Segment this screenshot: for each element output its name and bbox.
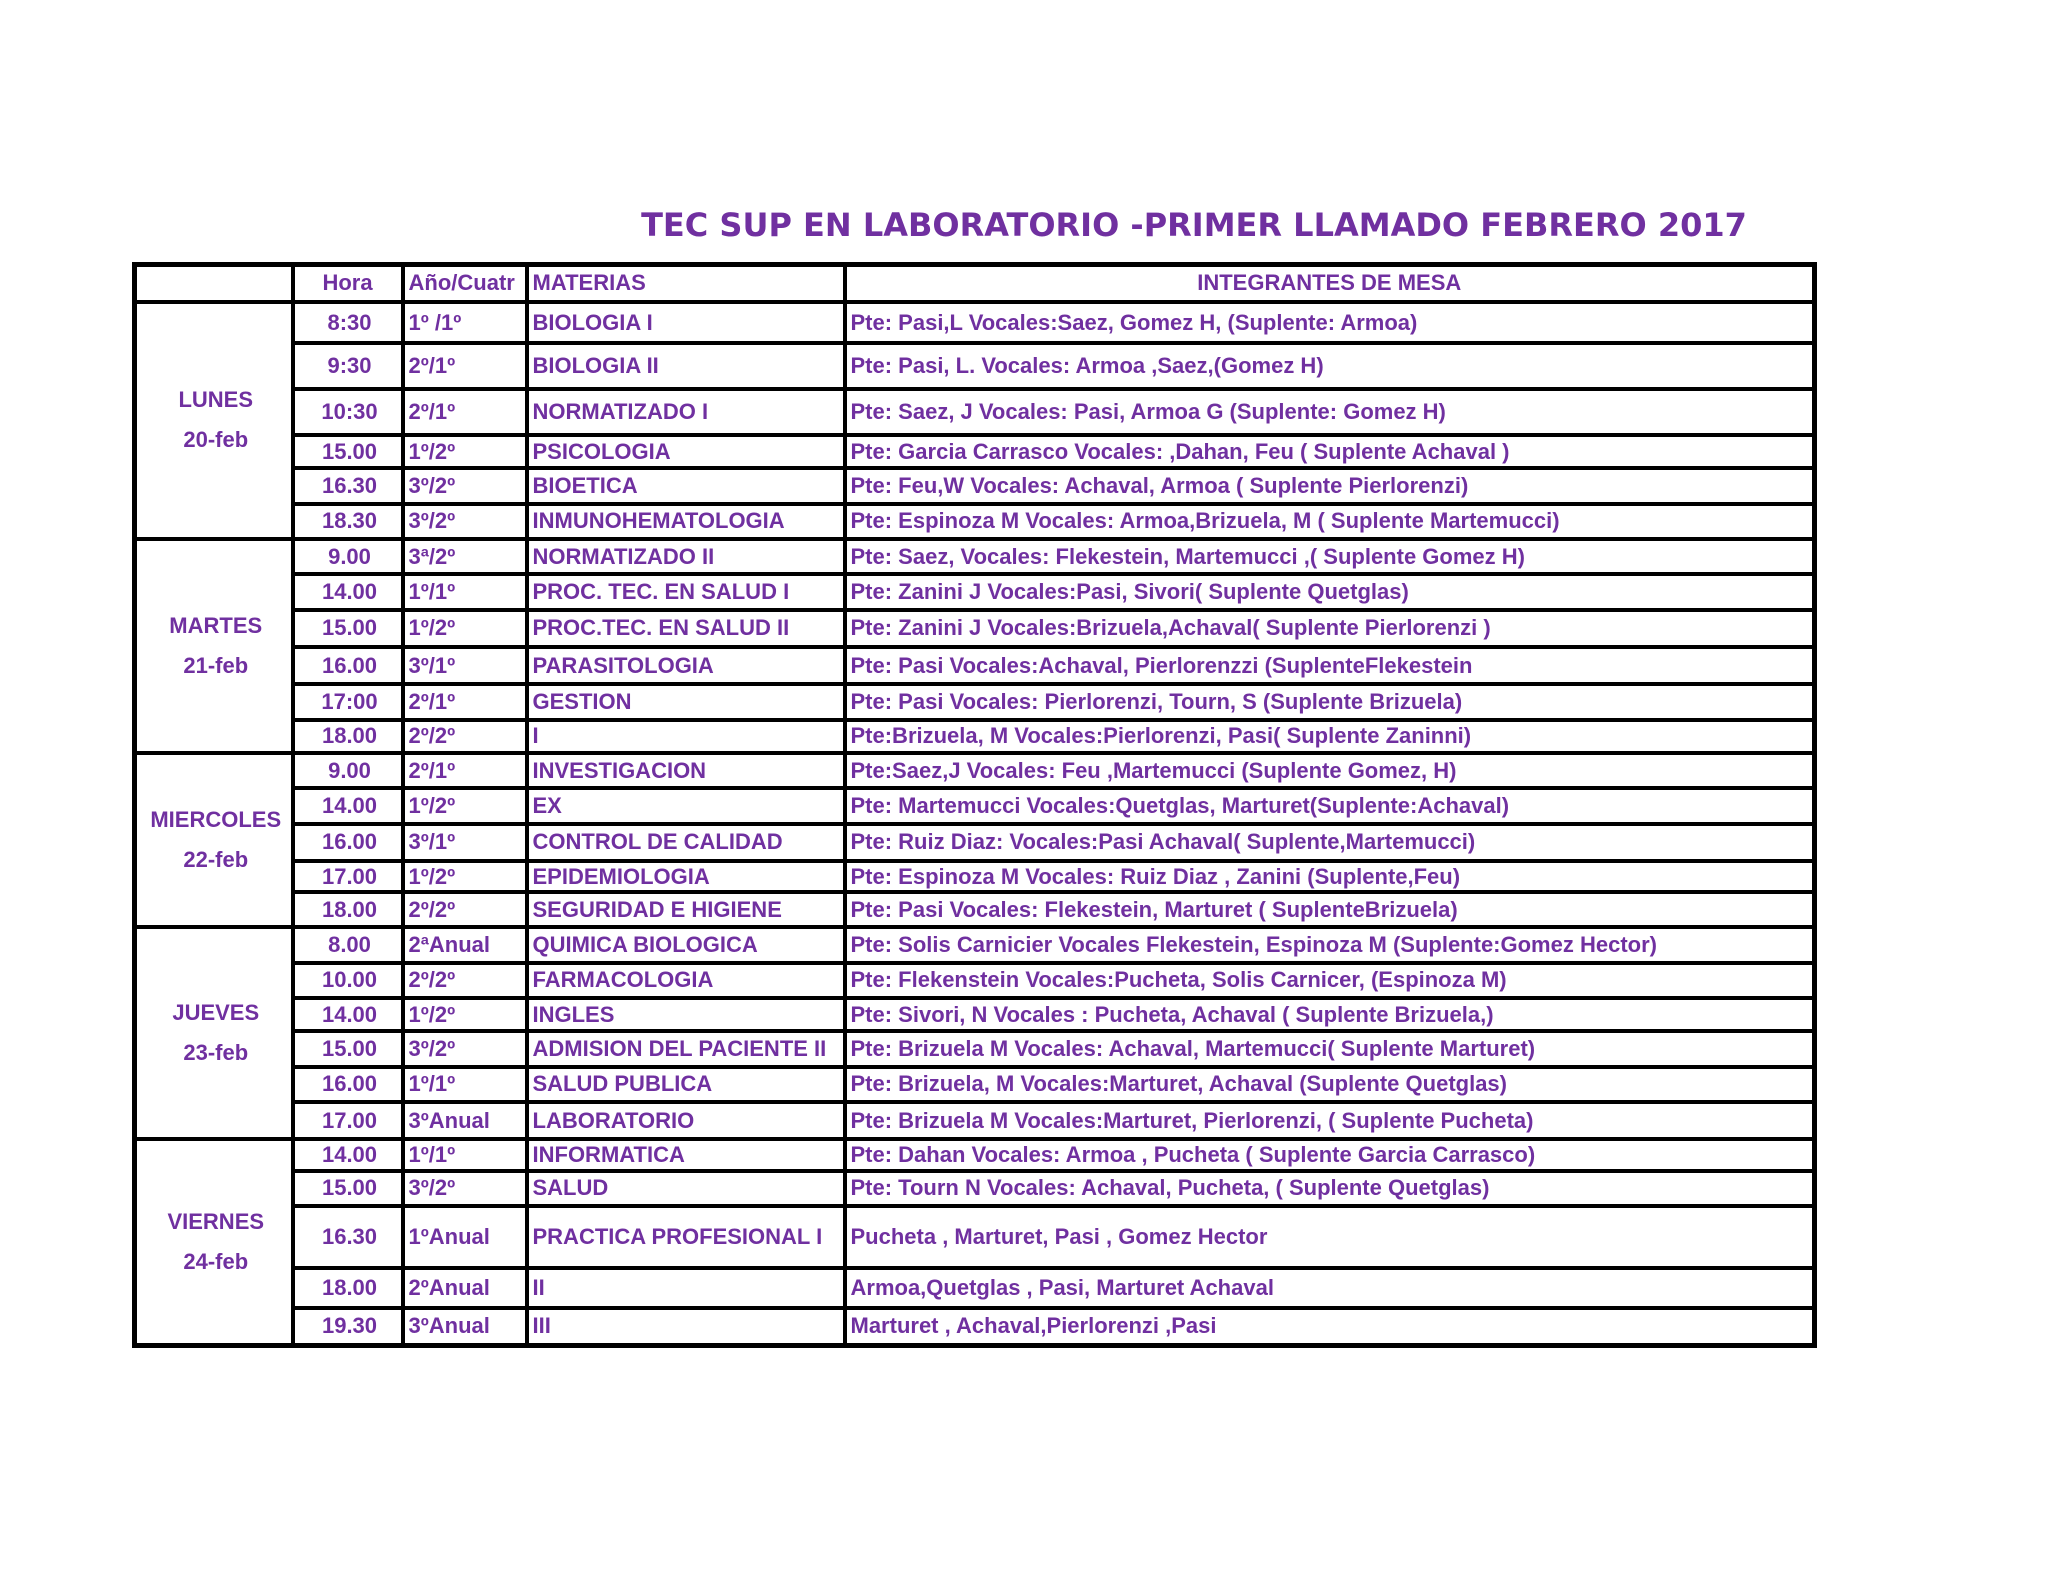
hour-cell: 8.00: [293, 927, 403, 962]
subject-cell: EX: [527, 788, 845, 823]
table-row: [135, 963, 1815, 998]
hour-cell: 17.00: [293, 1102, 403, 1139]
header-day: [135, 265, 293, 302]
board-cell: Pte: Saez, Vocales: Flekestein, Martemucci ,( Suplente Gomez H): [845, 539, 1815, 574]
subject-cell: EPIDEMIOLOGIA: [527, 861, 845, 892]
day-cell: [135, 539, 293, 753]
hour-cell: 14.00: [293, 1139, 403, 1170]
subject-cell: PROC.TEC. EN SALUD II: [527, 610, 845, 647]
table-row: [135, 647, 1815, 684]
board-cell: Pte: Pasi Vocales: Flekestein, Marturet ( SuplenteBrizuela): [845, 892, 1815, 927]
day-date: 21-feb: [183, 652, 249, 678]
table-row: [135, 435, 1815, 468]
year-term-cell: 2º/2º: [403, 892, 527, 927]
table-row: [135, 1308, 1815, 1346]
year-term-cell: 2º/1º: [403, 684, 527, 719]
board-cell: Pte:Saez,J Vocales: Feu ,Martemucci (Suplente Gomez, H): [845, 753, 1815, 788]
year-term-cell: 3º/2º: [403, 504, 527, 539]
year-term-cell: 1º/1º: [403, 574, 527, 609]
hour-cell: 15.00: [293, 1171, 403, 1206]
subject-cell: LABORATORIO: [527, 1102, 845, 1139]
day-date: 23-feb: [183, 1040, 249, 1066]
hour-cell: 10:30: [293, 389, 403, 435]
year-term-cell: 2º/1º: [403, 389, 527, 435]
table-row: [135, 1171, 1815, 1206]
hour-cell: 14.00: [293, 574, 403, 609]
subject-cell: CONTROL DE CALIDAD: [527, 824, 845, 861]
hour-cell: 17:00: [293, 684, 403, 719]
hour-cell: 16.30: [293, 468, 403, 503]
hour-cell: 9:30: [293, 343, 403, 389]
board-cell: Pte: Brizuela M Vocales:Marturet, Pierlorenzi, ( Suplente Pucheta): [845, 1102, 1815, 1139]
table-row: [135, 468, 1815, 503]
hour-cell: 9.00: [293, 539, 403, 574]
hour-cell: 15.00: [293, 435, 403, 468]
day-date: 24-feb: [183, 1249, 249, 1275]
subject-cell: BIOLOGIA II: [527, 343, 845, 389]
board-cell: Marturet , Achaval,Pierlorenzi ,Pasi: [845, 1308, 1815, 1346]
subject-cell: INVESTIGACION: [527, 753, 845, 788]
header-hour: Hora: [293, 265, 403, 302]
header-row: [135, 265, 1815, 302]
hour-cell: 19.30: [293, 1308, 403, 1346]
day-date: 22-feb: [183, 847, 249, 873]
board-cell: Pte: Pasi Vocales:Achaval, Pierlorenzzi (SuplenteFlekestein: [845, 647, 1815, 684]
board-cell: Pte: Brizuela M Vocales: Achaval, Martemucci( Suplente Marturet): [845, 1031, 1815, 1066]
table-row: [135, 302, 1815, 344]
table-row: [135, 684, 1815, 719]
hour-cell: 18.00: [293, 1268, 403, 1307]
day-name: LUNES: [178, 387, 254, 413]
hour-cell: 17.00: [293, 861, 403, 892]
page-title: TEC SUP EN LABORATORIO -PRIMER LLAMADO FEBRERO 2017: [641, 206, 1747, 244]
year-term-cell: 2º/1º: [403, 343, 527, 389]
year-term-cell: 1º/2º: [403, 435, 527, 468]
year-term-cell: 3ºAnual: [403, 1308, 527, 1346]
board-cell: Pte: Pasi Vocales: Pierlorenzi, Tourn, S (Suplente Brizuela): [845, 684, 1815, 719]
board-cell: Pte: Flekenstein Vocales:Pucheta, Solis Carnicer, (Espinoza M): [845, 963, 1815, 998]
day-name: MARTES: [169, 612, 263, 638]
subject-cell: BIOLOGIA I: [527, 302, 845, 344]
board-cell: Pte: Sivori, N Vocales : Pucheta, Achaval ( Suplente Brizuela,): [845, 998, 1815, 1031]
table-row: [135, 389, 1815, 435]
hour-cell: 15.00: [293, 1031, 403, 1066]
board-cell: Pte: Espinoza M Vocales: Ruiz Diaz , Zanini (Suplente,Feu): [845, 861, 1815, 892]
table-row: [135, 610, 1815, 647]
subject-cell: II: [527, 1268, 845, 1307]
table-row: [135, 1268, 1815, 1307]
subject-cell: SALUD: [527, 1171, 845, 1206]
table-row: [135, 892, 1815, 927]
year-term-cell: 1º/1º: [403, 1067, 527, 1102]
header-board: INTEGRANTES DE MESA: [845, 265, 1815, 302]
board-cell: Pte: Tourn N Vocales: Achaval, Pucheta, ( Suplente Quetglas): [845, 1171, 1815, 1206]
year-term-cell: 1º/2º: [403, 788, 527, 823]
subject-cell: SEGURIDAD E HIGIENE: [527, 892, 845, 927]
hour-cell: 16.00: [293, 1067, 403, 1102]
year-term-cell: 2º/1º: [403, 753, 527, 788]
table-row: [135, 574, 1815, 609]
board-cell: Pte: Garcia Carrasco Vocales: ,Dahan, Feu ( Suplente Achaval ): [845, 435, 1815, 468]
board-cell: Pte: Saez, J Vocales: Pasi, Armoa G (Suplente: Gomez H): [845, 389, 1815, 435]
board-cell: Pte: Zanini J Vocales:Brizuela,Achaval( Suplente Pierlorenzi ): [845, 610, 1815, 647]
subject-cell: NORMATIZADO I: [527, 389, 845, 435]
subject-cell: QUIMICA BIOLOGICA: [527, 927, 845, 962]
year-term-cell: 3º/2º: [403, 1171, 527, 1206]
year-term-cell: 2º/2º: [403, 963, 527, 998]
table-row: [135, 539, 1815, 574]
subject-cell: III: [527, 1308, 845, 1346]
year-term-cell: 1º/2º: [403, 998, 527, 1031]
day-date: 20-feb: [183, 427, 249, 453]
hour-cell: 10.00: [293, 963, 403, 998]
year-term-cell: 3º/1º: [403, 647, 527, 684]
board-cell: Pucheta , Marturet, Pasi , Gomez Hector: [845, 1206, 1815, 1268]
hour-cell: 16.30: [293, 1206, 403, 1268]
hour-cell: 18.00: [293, 892, 403, 927]
day-name: JUEVES: [172, 1000, 260, 1026]
table-row: [135, 343, 1815, 389]
day-cell: [135, 1139, 293, 1345]
year-term-cell: 3º/2º: [403, 468, 527, 503]
year-term-cell: 3ºAnual: [403, 1102, 527, 1139]
table-row: [135, 504, 1815, 539]
board-cell: Pte: Espinoza M Vocales: Armoa,Brizuela, M ( Suplente Martemucci): [845, 504, 1815, 539]
year-term-cell: 2º/2º: [403, 720, 527, 753]
board-cell: Pte: Martemucci Vocales:Quetglas, Marturet(Suplente:Achaval): [845, 788, 1815, 823]
subject-cell: GESTION: [527, 684, 845, 719]
table-row: [135, 1139, 1815, 1170]
subject-cell: PARASITOLOGIA: [527, 647, 845, 684]
table-row: [135, 1067, 1815, 1102]
year-term-cell: 3º/2º: [403, 1031, 527, 1066]
year-term-cell: 1º/2º: [403, 861, 527, 892]
hour-cell: 18.30: [293, 504, 403, 539]
subject-cell: ADMISION DEL PACIENTE II: [527, 1031, 845, 1066]
day-name: MIERCOLES: [150, 807, 282, 833]
exam-schedule-table: [132, 262, 1817, 1348]
hour-cell: 16.00: [293, 647, 403, 684]
day-name: VIERNES: [167, 1209, 265, 1235]
subject-cell: BIOETICA: [527, 468, 845, 503]
hour-cell: 18.00: [293, 720, 403, 753]
hour-cell: 16.00: [293, 824, 403, 861]
year-term-cell: 1º/2º: [403, 610, 527, 647]
day-cell: [135, 927, 293, 1139]
subject-cell: PRACTICA PROFESIONAL I: [527, 1206, 845, 1268]
table-row: [135, 861, 1815, 892]
board-cell: Pte: Brizuela, M Vocales:Marturet, Achaval (Suplente Quetglas): [845, 1067, 1815, 1102]
hour-cell: 15.00: [293, 610, 403, 647]
table-row: [135, 1206, 1815, 1268]
year-term-cell: 3º/1º: [403, 824, 527, 861]
board-cell: Armoa,Quetglas , Pasi, Marturet Achaval: [845, 1268, 1815, 1307]
subject-cell: I: [527, 720, 845, 753]
year-term-cell: 1ºAnual: [403, 1206, 527, 1268]
table-row: [135, 753, 1815, 788]
header-year-term: Año/Cuatr: [403, 265, 527, 302]
table-row: [135, 1031, 1815, 1066]
board-cell: Pte: Feu,W Vocales: Achaval, Armoa ( Suplente Pierlorenzi): [845, 468, 1815, 503]
hour-cell: 8:30: [293, 302, 403, 344]
subject-cell: INFORMATICA: [527, 1139, 845, 1170]
year-term-cell: 2ºAnual: [403, 1268, 527, 1307]
board-cell: Pte: Ruiz Diaz: Vocales:Pasi Achaval( Suplente,Martemucci): [845, 824, 1815, 861]
subject-cell: FARMACOLOGIA: [527, 963, 845, 998]
table-row: [135, 720, 1815, 753]
table-row: [135, 788, 1815, 823]
day-cell: [135, 753, 293, 928]
year-term-cell: 1º/1º: [403, 1139, 527, 1170]
board-cell: Pte: Pasi, L. Vocales: Armoa ,Saez,(Gomez H): [845, 343, 1815, 389]
subject-cell: PSICOLOGIA: [527, 435, 845, 468]
subject-cell: SALUD PUBLICA: [527, 1067, 845, 1102]
subject-cell: INMUNOHEMATOLOGIA: [527, 504, 845, 539]
header-subject: MATERIAS: [527, 265, 845, 302]
board-cell: Pte: Solis Carnicier Vocales Flekestein, Espinoza M (Suplente:Gomez Hector): [845, 927, 1815, 962]
table-row: [135, 1102, 1815, 1139]
board-cell: Pte: Pasi,L Vocales:Saez, Gomez H, (Suplente: Armoa): [845, 302, 1815, 344]
subject-cell: PROC. TEC. EN SALUD I: [527, 574, 845, 609]
year-term-cell: 3ª/2º: [403, 539, 527, 574]
hour-cell: 14.00: [293, 788, 403, 823]
board-cell: Pte: Zanini J Vocales:Pasi, Sivori( Suplente Quetglas): [845, 574, 1815, 609]
board-cell: Pte: Dahan Vocales: Armoa , Pucheta ( Suplente Garcia Carrasco): [845, 1139, 1815, 1170]
subject-cell: INGLES: [527, 998, 845, 1031]
board-cell: Pte:Brizuela, M Vocales:Pierlorenzi, Pasi( Suplente Zaninni): [845, 720, 1815, 753]
table-row: [135, 824, 1815, 861]
year-term-cell: 1º /1º: [403, 302, 527, 344]
day-cell: [135, 302, 293, 539]
subject-cell: NORMATIZADO II: [527, 539, 845, 574]
hour-cell: 9.00: [293, 753, 403, 788]
table-row: [135, 927, 1815, 962]
year-term-cell: 2ªAnual: [403, 927, 527, 962]
hour-cell: 14.00: [293, 998, 403, 1031]
table-row: [135, 998, 1815, 1031]
